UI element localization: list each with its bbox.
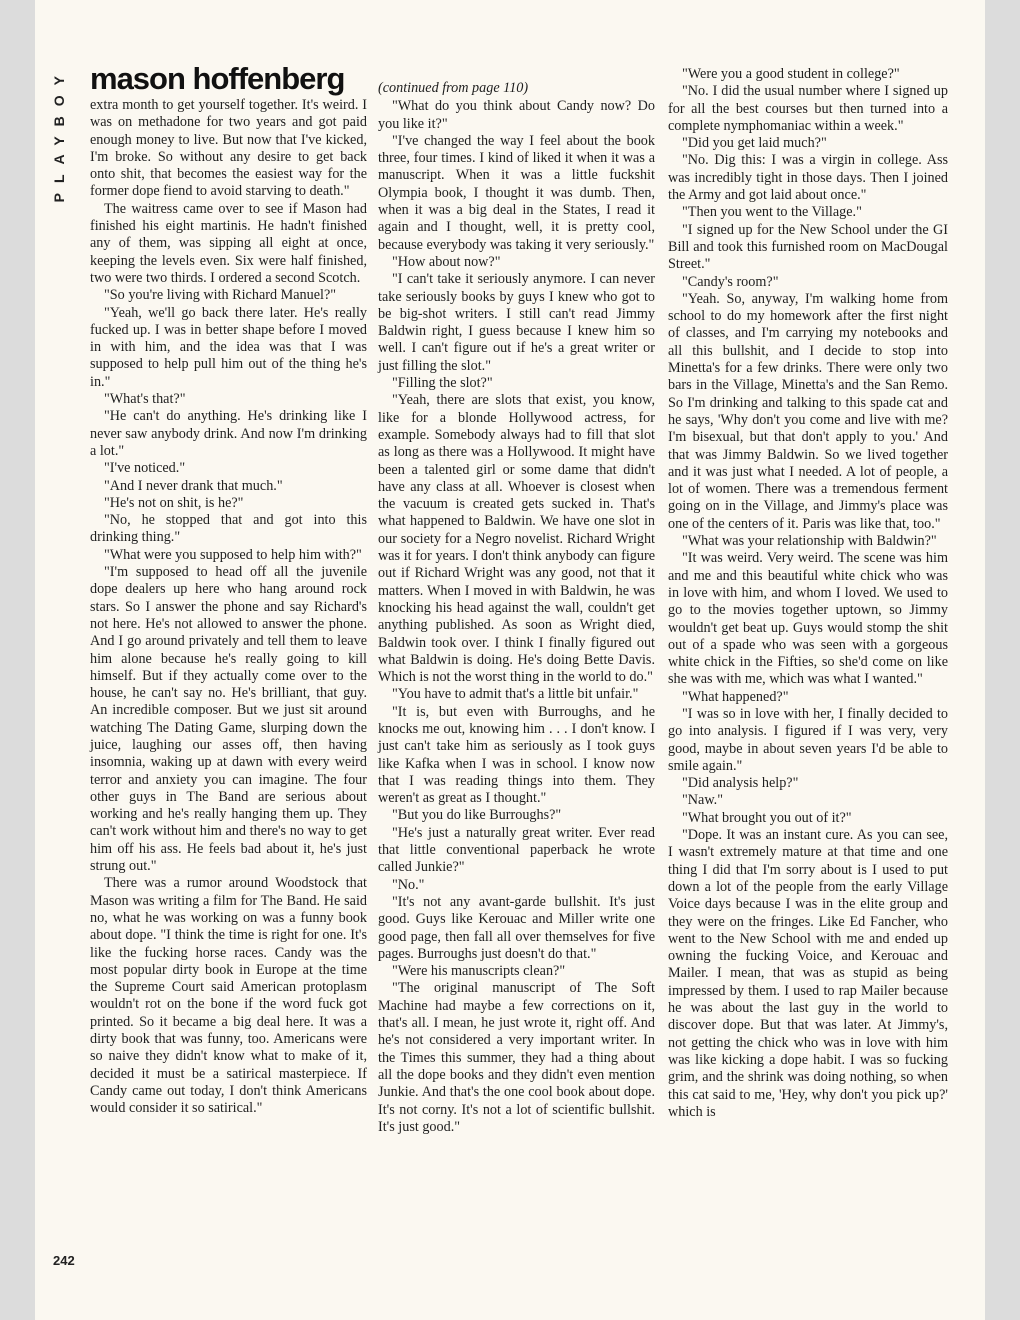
continued-note: (continued from page 110) [378,80,529,96]
paragraph: "Did you get laid much?" [682,135,827,152]
paragraph: "What do you think about Candy now? Do you like it?" [378,98,655,132]
paragraph: "It was weird. Very weird. The scene was him and me and this beautiful white chick who was in love with him, and whom I loved. We used to go to the movies together uptown, so Jimmy wouldn't get beat up. Guys would stomp the shit out of a spade who was seen with a gorgeous white chick in the Fifties, so she'd come on like she was with me, which was what I wanted." [668,550,948,688]
page-number: 242 [53,1253,75,1268]
paragraph: "No, he stopped that and got into this drinking thing." [90,512,367,546]
paragraph: "And I never drank that much." [104,477,283,494]
paragraph: "Did analysis help?" [682,775,799,792]
paragraph: "It is, but even with Burroughs, and he knocks me out, knowing him . . . I don't know. I just can't take him as seriously as I took guys like Kafka when I was in school. I know now that I was reading things into them. They weren't as great as I thought." [378,703,655,807]
paragraph: "He's just a naturally great writer. Ever read that little conventional paperback he wrote called Junkie?" [378,824,655,876]
column-1 [90,97,367,1277]
paragraph: There was a rumor around Woodstock that Mason was writing a film for The Band. He said no, what he was working on was a funny book about dope. "I think the time is right for one. It's like the fucking horse races. Candy was the most popular dirty book in Europe at the time the Supreme Court said American protoplasm wouldn't rot on the bone if the word fuck got printed. So it became a big deal here. It was a dirty book that was funny, too. Americans were so naive they didn't know what to make of it, decided it must be a satirical masterpiece. If Candy came out today, I don't think Americans would consider it so satirical." [90,875,367,1117]
paragraph: "Yeah, there are slots that exist, you know, like for a blonde Hollywood actress, for example. Somebody always had to fill that slot as long as there was a Hollywood. It might have been a talented girl or some dame that didn't have any class at all. Whoever is closest when the vacuum is created gets sucked in. That's what happened to Baldwin. We have one slot in our society for a Negro novelist. Richard Wright was it for years. I don't think anybody can figure out if Richard Wright was any good, not that it matters. When I moved in with Baldwin, he was knocking his head against the wall, couldn't get anything published. As soon as Wright died, Baldwin took over. I think I finally figured out what Baldwin is doing. He's doing Bette Davis. Which is not the worst thing in the world to do." [378,392,655,686]
paragraph: "Yeah. So, anyway, I'm walking home from school to do my homework after the first night of classes, and I'm carrying my notebooks and all this bullshit, and I decide to stop into Minetta's for a few drinks. There were only two bars in the Village, Minetta's and the San Remo. So I'm drinking and talking to this spade cat and he says, 'Why don't you come and live with me? I'm bisexual, but that don't apply to you.' And that was Jimmy Baldwin. So we lived together and it was just what I needed. A lot of people, a lot of women. There was a tremendous ferment going on in the Village, and Jimmy's place was one of the centers of it. Paris was like that, too." [668,290,948,532]
paragraph: "What happened?" [682,688,789,705]
paragraph: "What were you supposed to help him with?" [104,546,362,563]
paragraph: "Candy's room?" [682,273,779,290]
paragraph: "I was so in love with her, I finally decided to go into analysis. I figured if I was very, very good, maybe in about seven years I'd be able to smile again." [668,705,948,774]
paragraph: "I've changed the way I feel about the book three, four times. I kind of liked it when it was a manuscript. When it was a little fuckshit Olympia book, I thought it was dumb. Then, when it was a big deal in the States, I read it again and I thought, well, it is pretty cool, because everybody was taking it very seriously." [378,132,655,253]
paragraph: "What's that?" [104,391,186,408]
paragraph: "Filling the slot?" [392,375,493,392]
paragraph: "He can't do anything. He's drinking like I never saw anybody drink. And now I'm drinking a lot." [90,408,367,459]
paragraph: "Were you a good student in college?" [682,66,900,82]
paragraph: "You have to admit that's a little bit unfair." [392,686,639,703]
paragraph: "How about now?" [392,253,501,270]
magazine-page [35,0,985,1320]
paragraph: "I've noticed." [104,460,186,477]
paragraph: "Then you went to the Village." [682,204,862,221]
paragraph: "I can't take it seriously anymore. I can never take seriously books by guys I knew who got to be big-shot writers. I still can't read Jimmy Baldwin right, I guess because I knew him so well. I can't figure out if he's a great writer or just filling the slot." [378,271,655,374]
paragraph: "But you do like Burroughs?" [392,807,562,824]
paragraph: "What was your relationship with Baldwin?" [682,533,937,550]
paragraph: "I signed up for the New School under the GI Bill and took this furnished room on MacDougal Street." [668,221,948,273]
paragraph: "What brought you out of it?" [682,809,852,826]
magazine-name: PLAYBOY [51,66,67,203]
column-2 [378,80,655,1280]
paragraph: "Were his manuscripts clean?" [392,963,566,980]
article-header: mason hoffenberg [90,61,345,96]
paragraph: "He's not on shit, is he?" [104,494,244,511]
paragraph: "No. I did the usual number where I signed up for all the best courses but then turned into a complete nymphomaniac within a week." [668,83,948,134]
paragraph: The waitress came over to see if Mason had finished his eight martinis. He hadn't finished any of them, was sipping all eight at once, keeping the levels even. Six were half finished, two were two thirds. I ordered a second Scotch. [90,200,367,286]
paragraph: "So you're living with Richard Manuel?" [104,287,337,304]
paragraph: "Yeah, we'll go back there later. He's really fucked up. I was in better shape before I moved in with him, and the idea was that I was supposed to help pull him out of the thing he's in." [90,304,367,390]
paragraph: "The original manuscript of The Soft Machine had maybe a few corrections on it, that's all. I mean, he just wrote it, right off. And he's not considered a very important writer. In the Times this summer, they had a thing about all the dope books and they didn't even mention Junkie. And that's the one cool book about dope. It's not corny. It's not a lot of scientific bullshit. It's just good." [378,980,655,1135]
paragraph: "I'm supposed to head off all the juvenile dope dealers up here who hang around rock stars. So I answer the phone and say Richard's not here. He's not allowed to answer the phone. And I go around privately and tell them to leave him alone because he's really going to kill himself. But if they actually come over to the house, he can't say no. He's brilliant, that guy. An incredible composer. But we just sit around watching The Dating Game, slurping down the juice, laughing our asses off, then having insomnia, waking up at dawn with every weird terror and anxiety you can imagine. The four other guys in The Band are serious about working and he's really hanging them up. They can't work without him and there's no way to get him off his ass. He feels bad about it, he's just strung out." [90,564,367,875]
paragraph: "No. Dig this: I was a virgin in college. Ass was incredibly tight in those days. Then I joined the Army and got laid about once." [668,152,948,204]
paragraph: "Naw." [682,792,723,809]
paragraph: "No." [392,876,425,893]
paragraph: "Dope. It was an instant cure. As you can see, I wasn't extremely mature at that time and one thing I did that I'm sorry about is I used to put down a lot of the people from the early Village Voice days because I was in the elite group and they were on the fringes. Like Ed Fancher, who went to the New School with me and ended up owning the fucking Voice, and Kerouac and Mailer. I mean, that was as stupid as being impressed by them. I used to rap Mailer because he was about the last guy in the world to discover dope. But that was later. At Jimmy's, not getting the chick who was in love with him was like kicking a dope habit. I was so fucking grim, and the shrink was doing nothing, so when this cat said to me, 'Hey, why don't you pick up?' which is [668,827,948,1120]
paragraph: extra month to get yourself together. It's weird. I was on methadone for two years and got paid enough money to live. But now that I've kicked, I'm broke. So without any desire to get back onto shit, that becomes the easiest way for the former dope fiend to avoid starving to death." [90,97,367,200]
paragraph: "It's not any avant-garde bullshit. It's just good. Guys like Kerouac and Miller write one good page, then fall all over themselves for five pages. Burroughs just doesn't do that." [378,893,655,962]
column-3 [668,66,948,1281]
